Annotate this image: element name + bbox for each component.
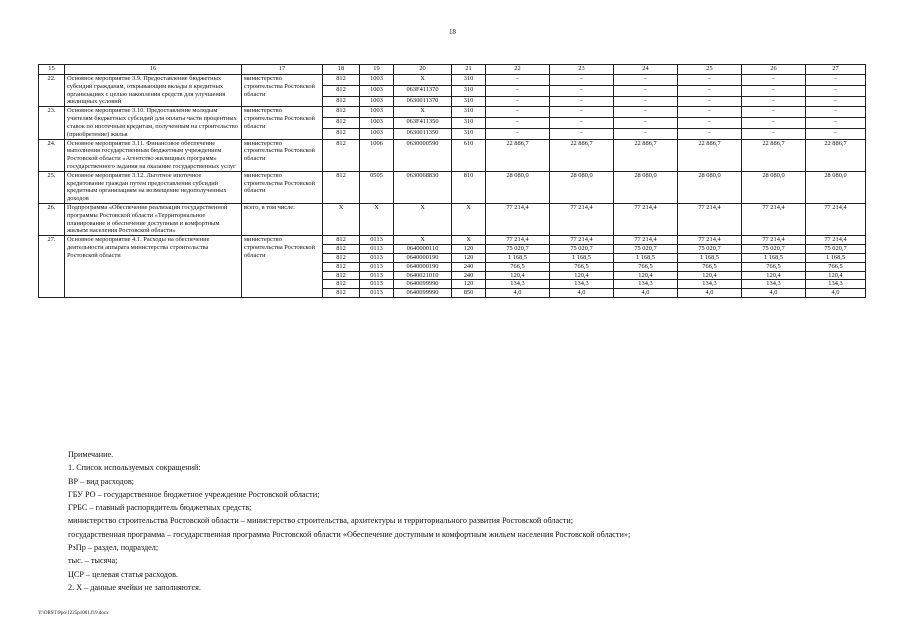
code-cell-21: 310	[452, 128, 486, 139]
column-number-row	[39, 65, 866, 75]
measure-name: Основное мероприятие 3.9. Предоставление бюджетных субсидий гражданам, открывающим вклады в кредитных организациях с целью накопления средств для улучшения жилищных условий	[65, 75, 242, 107]
amount-cell: –	[614, 85, 678, 96]
amount-cell: –	[806, 75, 866, 86]
amount-cell: 75 020,7	[742, 245, 806, 254]
amount-cell: 766,5	[614, 262, 678, 271]
footer-file-path: Y:\ORST\Ppo\1225p1001.f19.docx	[38, 611, 109, 616]
code-cell-21: 240	[452, 271, 486, 280]
amount-cell: 4,0	[550, 289, 614, 298]
amount-cell: –	[614, 75, 678, 86]
amount-cell: 1 168,5	[806, 253, 866, 262]
amount-cell: –	[678, 75, 742, 86]
amount-cell: 766,5	[550, 262, 614, 271]
code-cell-19: 0113	[360, 289, 394, 298]
table-row	[39, 204, 866, 236]
code-cell-18: 812	[323, 128, 360, 139]
amount-cell: –	[550, 128, 614, 139]
code-cell-21: 310	[452, 107, 486, 118]
amount-cell: 28 080,0	[550, 171, 614, 203]
code-cell-21: X	[452, 204, 486, 236]
column-header: 17	[242, 65, 323, 75]
code-cell-19: 0113	[360, 245, 394, 254]
amount-cell: 1 168,5	[678, 253, 742, 262]
amount-cell: –	[742, 75, 806, 86]
column-header: 21	[452, 65, 486, 75]
amount-cell: 4,0	[678, 289, 742, 298]
code-cell-19: 0113	[360, 262, 394, 271]
note-line: государственная программа – государственная программа Ростовской области «Обеспечение доступным и комфортным жильем населения Ростовской области»;	[68, 529, 631, 539]
amount-cell: 1 168,5	[614, 253, 678, 262]
amount-cell: 22 886,7	[742, 139, 806, 171]
column-header: 19	[360, 65, 394, 75]
amount-cell: –	[486, 107, 550, 118]
column-header: 20	[394, 65, 452, 75]
code-cell-20: X	[394, 107, 452, 118]
amount-cell: 22 886,7	[550, 139, 614, 171]
amount-cell: –	[742, 96, 806, 107]
amount-cell: –	[742, 128, 806, 139]
amount-cell: 120,4	[486, 271, 550, 280]
responsible-executor: министерство строительства Ростовской области	[242, 139, 323, 171]
code-cell-18: 812	[323, 107, 360, 118]
amount-cell: –	[614, 118, 678, 129]
note-line: ГБУ РО – государственное бюджетное учреждение Ростовской области;	[68, 489, 320, 499]
code-cell-21: 310	[452, 96, 486, 107]
amount-cell: 134,3	[550, 280, 614, 289]
amount-cell: –	[806, 118, 866, 129]
amount-cell: 22 886,7	[806, 139, 866, 171]
amount-cell: 1 168,5	[550, 253, 614, 262]
code-cell-21: 120	[452, 245, 486, 254]
amount-cell: 77 214,4	[678, 236, 742, 245]
amount-cell: 28 080,0	[678, 171, 742, 203]
code-cell-19: 0113	[360, 236, 394, 245]
code-cell-18: 812	[323, 245, 360, 254]
amount-cell: 22 886,7	[486, 139, 550, 171]
amount-cell: 77 214,4	[678, 204, 742, 236]
responsible-executor: министерство строительства Ростовской области	[242, 75, 323, 107]
code-cell-20: 0640000110	[394, 245, 452, 254]
amount-cell: –	[806, 85, 866, 96]
code-cell-20: 0630000590	[394, 139, 452, 171]
amount-cell: –	[614, 96, 678, 107]
code-cell-18: 812	[323, 75, 360, 86]
amount-cell: –	[614, 107, 678, 118]
amount-cell: 75 020,7	[806, 245, 866, 254]
code-cell-21: 120	[452, 280, 486, 289]
code-cell-19: X	[360, 204, 394, 236]
amount-cell: 77 214,4	[806, 236, 866, 245]
column-header: 18	[323, 65, 360, 75]
note-line: 1. Список используемых сокращений:	[68, 463, 201, 473]
column-header: 15	[39, 65, 65, 75]
amount-cell: –	[678, 85, 742, 96]
amount-cell: –	[486, 118, 550, 129]
amount-cell: –	[678, 128, 742, 139]
code-cell-18: 812	[323, 262, 360, 271]
table-row	[39, 107, 866, 118]
code-cell-20: X	[394, 204, 452, 236]
amount-cell: 120,4	[678, 271, 742, 280]
amount-cell: 77 214,4	[742, 204, 806, 236]
code-cell-21: X	[452, 236, 486, 245]
note-line: ЦСР – целевая статья расходов.	[68, 569, 178, 579]
code-cell-18: 812	[323, 253, 360, 262]
amount-cell: –	[550, 96, 614, 107]
amount-cell: –	[486, 96, 550, 107]
code-cell-21: 310	[452, 118, 486, 129]
amount-cell: 77 214,4	[742, 236, 806, 245]
amount-cell: 120,4	[614, 271, 678, 280]
column-header: 24	[614, 65, 678, 75]
code-cell-18: 812	[323, 118, 360, 129]
responsible-executor: министерство строительства Ростовской области	[242, 236, 323, 298]
amount-cell: 766,5	[742, 262, 806, 271]
table-row	[39, 75, 866, 86]
code-cell-21: 850	[452, 289, 486, 298]
code-cell-20: 063F411370	[394, 85, 452, 96]
code-cell-20: 0630011350	[394, 128, 452, 139]
table-row	[39, 236, 866, 245]
measure-name: Основное мероприятие 4.1. Расходы на обеспечение деятельности аппарата министерства строительства Ростовской области	[65, 236, 242, 298]
amount-cell: –	[806, 128, 866, 139]
row-number: 22.	[39, 75, 65, 107]
code-cell-19: 1003	[360, 128, 394, 139]
note-line: РзПр – раздел, подраздел;	[68, 542, 159, 552]
code-cell-18: 812	[323, 171, 360, 203]
amount-cell: –	[550, 118, 614, 129]
note-line: ВР – вид расходов;	[68, 476, 134, 486]
amount-cell: 22 886,7	[614, 139, 678, 171]
budget-table-body	[39, 75, 866, 298]
code-cell-18: X	[323, 204, 360, 236]
column-header: 22	[486, 65, 550, 75]
code-cell-21: 310	[452, 85, 486, 96]
amount-cell: 766,5	[806, 262, 866, 271]
amount-cell: 1 168,5	[742, 253, 806, 262]
code-cell-19: 1003	[360, 96, 394, 107]
measure-name: Основное мероприятие 3.11. Финансовое обеспечение выполнения государственным бюджетным учреждением Ростовской области «Агентство жилищных программ» государственного задания на оказание государственных услуг	[65, 139, 242, 171]
code-cell-18: 812	[323, 289, 360, 298]
amount-cell: –	[550, 75, 614, 86]
code-cell-19: 1003	[360, 75, 394, 86]
code-cell-19: 0113	[360, 271, 394, 280]
code-cell-21: 610	[452, 139, 486, 171]
amount-cell: 75 020,7	[550, 245, 614, 254]
code-cell-21: 120	[452, 253, 486, 262]
code-cell-21: 240	[452, 262, 486, 271]
amount-cell: –	[742, 85, 806, 96]
amount-cell: 75 020,7	[486, 245, 550, 254]
amount-cell: 134,3	[742, 280, 806, 289]
note-line: министерство строительства Ростовской области – министерство строительства, архитектуры и территориального развития Ростовской области;	[68, 516, 574, 526]
amount-cell: 77 214,4	[486, 204, 550, 236]
amount-cell: –	[550, 85, 614, 96]
row-number: 24.	[39, 139, 65, 171]
code-cell-20: 0640021010	[394, 271, 452, 280]
code-cell-19: 1003	[360, 118, 394, 129]
row-number: 26.	[39, 204, 65, 236]
column-header: 16	[65, 65, 242, 75]
table-row	[39, 139, 866, 171]
note-line: тыс. – тысяча;	[68, 556, 118, 566]
amount-cell: 77 214,4	[614, 236, 678, 245]
amount-cell: 28 080,0	[486, 171, 550, 203]
amount-cell: 77 214,4	[550, 204, 614, 236]
amount-cell: –	[614, 128, 678, 139]
amount-cell: 1 168,5	[486, 253, 550, 262]
code-cell-19: 1003	[360, 107, 394, 118]
code-cell-19: 1006	[360, 139, 394, 171]
note-line: Примечание.	[68, 450, 114, 459]
code-cell-19: 0113	[360, 280, 394, 289]
amount-cell: 28 080,0	[614, 171, 678, 203]
amount-cell: 77 214,4	[550, 236, 614, 245]
code-cell-20: 0640000190	[394, 253, 452, 262]
row-number: 25.	[39, 171, 65, 203]
amount-cell: 77 214,4	[486, 236, 550, 245]
code-cell-20: 063F411350	[394, 118, 452, 129]
responsible-executor: министерство строительства Ростовской области	[242, 171, 323, 203]
amount-cell: –	[742, 107, 806, 118]
code-cell-18: 812	[323, 280, 360, 289]
measure-name: Основное мероприятие 3.12. Льготное ипотечное кредитование граждан путем предоставления субсидий кредитным организациям на возмещение недополученных доходов	[65, 171, 242, 203]
amount-cell: –	[486, 75, 550, 86]
amount-cell: 28 080,0	[742, 171, 806, 203]
amount-cell: –	[678, 96, 742, 107]
amount-cell: 75 020,7	[678, 245, 742, 254]
amount-cell: 766,5	[678, 262, 742, 271]
code-cell-20: 0640099990	[394, 289, 452, 298]
amount-cell: 134,3	[678, 280, 742, 289]
code-cell-20: 0640000190	[394, 262, 452, 271]
amount-cell: –	[486, 128, 550, 139]
code-cell-20: 0640099990	[394, 280, 452, 289]
code-cell-18: 812	[323, 236, 360, 245]
amount-cell: 22 886,7	[678, 139, 742, 171]
amount-cell: –	[550, 107, 614, 118]
code-cell-20: 0630011370	[394, 96, 452, 107]
amount-cell: 120,4	[742, 271, 806, 280]
code-cell-18: 812	[323, 271, 360, 280]
column-header: 23	[550, 65, 614, 75]
amount-cell: –	[742, 118, 806, 129]
amount-cell: 4,0	[486, 289, 550, 298]
amount-cell: 134,3	[614, 280, 678, 289]
page-number: 18	[449, 28, 456, 36]
code-cell-20: X	[394, 236, 452, 245]
amount-cell: 77 214,4	[614, 204, 678, 236]
table-row	[39, 171, 866, 203]
code-cell-18: 812	[323, 85, 360, 96]
amount-cell: 75 020,7	[614, 245, 678, 254]
amount-cell: 4,0	[742, 289, 806, 298]
code-cell-18: 812	[323, 96, 360, 107]
amount-cell: 766,5	[486, 262, 550, 271]
amount-cell: 28 080,0	[806, 171, 866, 203]
code-cell-19: 0113	[360, 253, 394, 262]
budget-table	[38, 64, 866, 298]
amount-cell: 4,0	[614, 289, 678, 298]
amount-cell: –	[806, 107, 866, 118]
code-cell-19: 1003	[360, 85, 394, 96]
code-cell-20: 0630068830	[394, 171, 452, 203]
amount-cell: 120,4	[550, 271, 614, 280]
amount-cell: –	[486, 85, 550, 96]
column-header: 26	[742, 65, 806, 75]
code-cell-18: 812	[323, 139, 360, 171]
code-cell-21: 810	[452, 171, 486, 203]
amount-cell: 134,3	[806, 280, 866, 289]
amount-cell: 4,0	[806, 289, 866, 298]
responsible-executor: всего, в том числе:	[242, 204, 323, 236]
note-line: ГРБС – главный распорядитель бюджетных средств;	[68, 503, 252, 513]
code-cell-19: 0505	[360, 171, 394, 203]
note-line: 2. Х – данные ячейки не заполняются.	[68, 582, 201, 592]
measure-name: Подпрограмма «Обеспечение реализации государственной программы Ростовской области «Территориальное планирование и обеспечение доступным и комфортным жильем населения Ростовской области»	[65, 204, 242, 236]
amount-cell: –	[678, 118, 742, 129]
notes-section	[68, 448, 868, 594]
row-number: 27.	[39, 236, 65, 298]
column-header: 27	[806, 65, 866, 75]
amount-cell: 77 214,4	[806, 204, 866, 236]
responsible-executor: министерство строительства Ростовской области	[242, 107, 323, 139]
amount-cell: 120,4	[806, 271, 866, 280]
amount-cell: –	[678, 107, 742, 118]
column-header: 25	[678, 65, 742, 75]
amount-cell: 134,3	[486, 280, 550, 289]
code-cell-21: 310	[452, 75, 486, 86]
amount-cell: –	[806, 96, 866, 107]
measure-name: Основное мероприятие 3.10. Предоставление молодым учителям бюджетных субсидий для оплаты части процентных ставок по ипотечным кредитам, полученным на строительство (приобретение) жилья	[65, 107, 242, 139]
code-cell-20: X	[394, 75, 452, 86]
row-number: 23.	[39, 107, 65, 139]
